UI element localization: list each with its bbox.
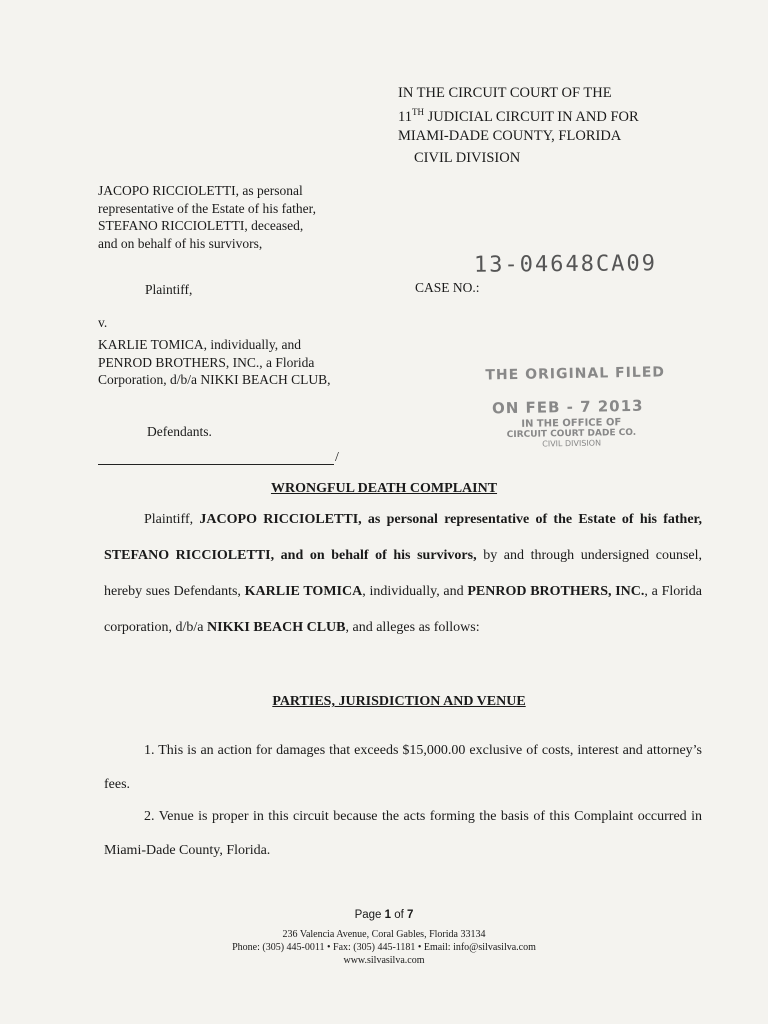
intro-text-4: , a Florida corporation, d/b/a [104,584,703,635]
plaintiff-line: JACOPO RICCIOLETTI, as personal [98,183,303,198]
stamp-line-3: IN THE OFFICE OF [521,417,622,430]
intro-text-1: Plaintiff, [144,512,200,527]
intro-paragraph [104,502,702,646]
defendant-line: PENROD BROTHERS, INC., a Florida [98,354,315,370]
document-title: WRONGFUL DEATH COMPLAINT [270,481,498,496]
court-line-1-text: IN THE CIRCUIT COURT OF THE [398,85,612,101]
paragraph-number: 2. [144,809,155,824]
case-number-label: CASE NO.: [415,280,480,295]
intro-dba-name: NIKKI BEACH CLUB [207,620,346,635]
court-caption [398,84,639,146]
filing-stamp [485,364,666,450]
caption-divider-line [98,464,334,465]
caption-divider-slash: / [335,450,339,465]
circuit-ordinal: TH [411,107,424,117]
division-label: CIVIL DIVISION [414,150,521,166]
plaintiff-line: STEFANO RICCIOLETTI, deceased, [98,218,304,233]
circuit-number: 11 [398,108,412,125]
numbered-paragraph [104,734,702,802]
firm-contact: Phone: (305) 445-0011 • Fax: (305) 445-1181 • Email: info@silvasilva.com [232,942,536,953]
case-number-stamp: 13-04648CA09 [473,251,658,278]
numbered-paragraph [104,800,702,868]
page-footer [0,909,768,967]
versus-label: v. [98,315,108,330]
firm-address: 236 Valencia Avenue, Coral Gables, Florida 33134 [282,929,486,940]
intro-text-5: , and alleges as follows: [345,620,480,635]
defendants-label: Defendants. [147,424,212,439]
stamp-line-1: THE ORIGINAL FILED [485,364,666,384]
page-of: of [391,909,408,921]
plaintiff-line: representative of the Estate of his father, [98,200,316,216]
plaintiff-label: Plaintiff, [145,282,193,297]
intro-text-3: , individually, and [362,584,468,599]
stamp-line-4: CIRCUIT COURT DADE CO. [506,427,637,441]
intro-text-2: by and through undersigned counsel, hereby sues Defendants, [104,548,703,599]
court-line-1 [398,84,639,103]
intro-defendant-1: KARLIE TOMICA [244,584,363,599]
court-line-2 [398,103,639,127]
defendants-caption [98,336,330,389]
paragraph-number: 1. [144,743,155,758]
plaintiff-caption [98,182,316,252]
page-prefix: Page [354,909,385,921]
court-line-3: MIAMI-DADE COUNTY, FLORIDA [398,127,622,144]
paragraph-text: This is an action for damages that exceeds $15,000.00 exclusive of costs, interest and attorney’s fees. [104,743,702,792]
section-heading: PARTIES, JURISDICTION AND VENUE [272,694,526,709]
firm-website: www.silvasilva.com [343,955,425,966]
defendant-line: KARLIE TOMICA, individually, and [98,337,301,352]
court-line-2-text: JUDICIAL CIRCUIT IN AND FOR [423,108,639,125]
stamp-line-5: CIVIL DIVISION [542,438,602,449]
intro-plaintiff-name: JACOPO RICCIOLETTI, as personal representative of the Estate of his father, STEFANO RICCIOLETTI, and on behalf of his survivors, [104,512,702,563]
defendant-line: Corporation, d/b/a NIKKI BEACH CLUB, [98,372,331,387]
plaintiff-line: and on behalf of his survivors, [98,235,263,251]
intro-defendant-2: PENROD BROTHERS, INC. [467,584,645,599]
page-number: 1 [384,909,392,921]
page-indicator [0,909,768,921]
page-total: 7 [407,909,414,921]
stamp-date: ON FEB - 7 2013 [491,396,644,418]
paragraph-text: Venue is proper in this circuit because the acts forming the basis of this Complaint occurred in Miami-Dade County, Florida. [104,809,703,858]
